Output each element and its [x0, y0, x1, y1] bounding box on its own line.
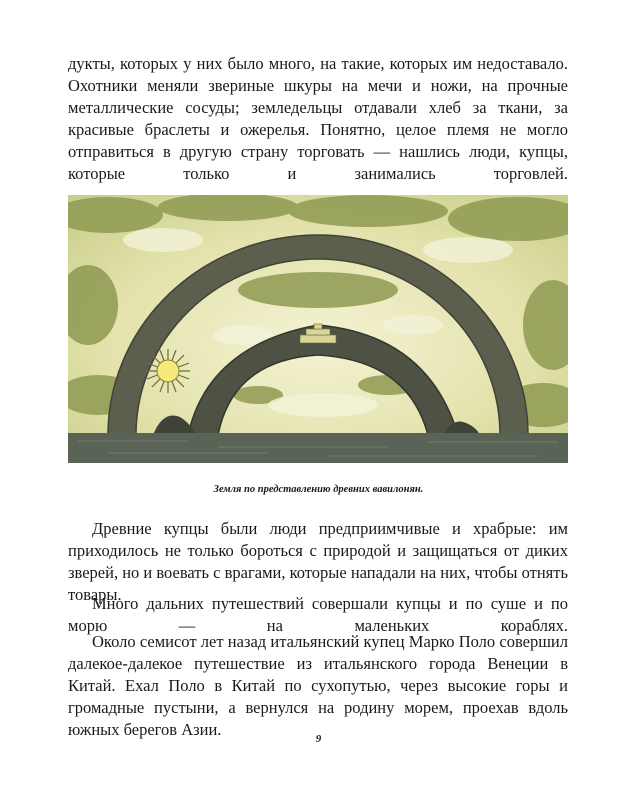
paragraph-2: Древние купцы были люди предприимчивые и храбрые: им приходилось не только бороться с природой и защищаться от диких зверей, но и воевать с врагами, которые нападали на них, чтобы отнять товары. — [68, 519, 568, 604]
paragraph-3: Много дальних путешествий совершали купцы и по суше и по морю — на маленьких кораблях. — [68, 594, 568, 635]
figure-caption: Земля по представлению древних вавилонян. — [213, 484, 424, 495]
sun — [146, 349, 190, 393]
babylonian-earth-illustration — [68, 195, 568, 463]
paragraph-4: Около семисот лет назад итальянский купец Марко Поло совершил далекое-далекое путешествие из итальянского города Венеции в Китай. Ехал Поло в Китай по сухопутью, через высокие горы и громадные пустыни, а вернулся на родину морем, проехав вдоль южных берегов Азии. — [68, 632, 568, 739]
sea — [68, 433, 568, 463]
page-number: 9 — [315, 733, 322, 745]
paragraph-1: дукты, которых у них было много, на такие, которых им недоставало. Охотники меняли звериные шкуры на мечи и ножи, на прочные металлические сосуды; земледельцы отдавали хлеб за ткани, за красивые браслеты и ожерелья. Понятно, целое племя не могло отправиться в другую страну торговать — нашлись люди, купцы, которые только и занимались торговлей. — [68, 54, 568, 183]
